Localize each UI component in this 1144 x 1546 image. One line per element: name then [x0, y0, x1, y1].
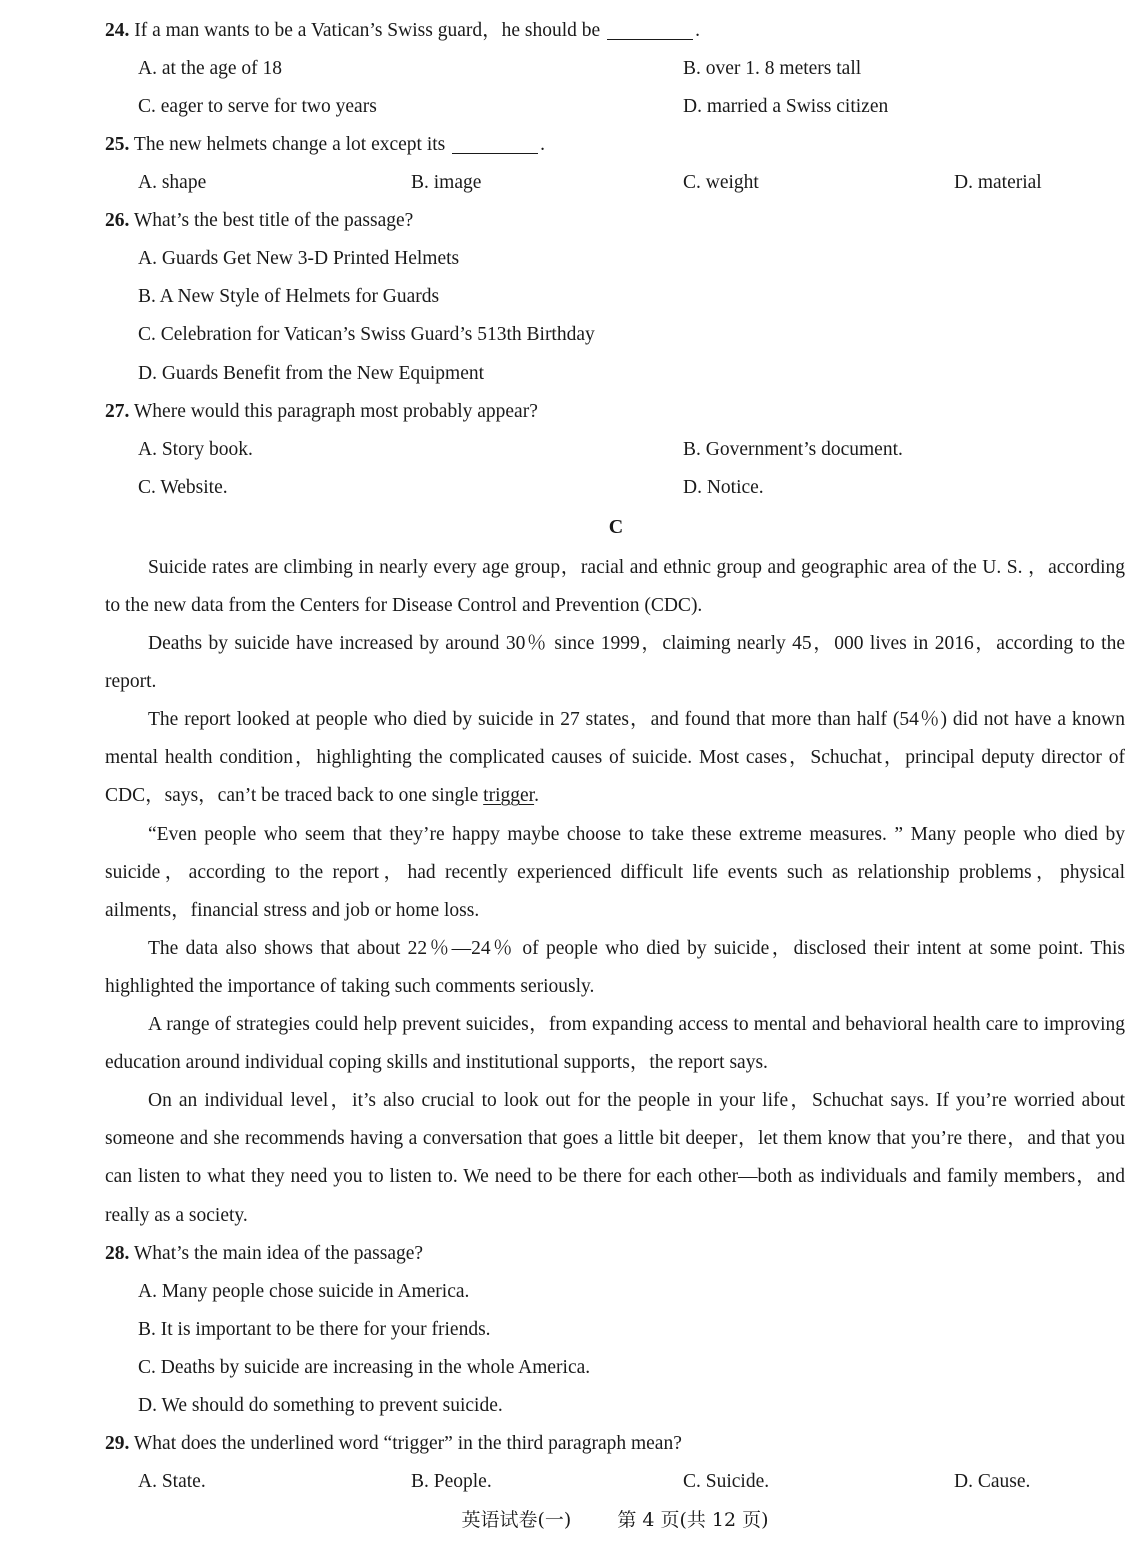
question-number: 26.	[105, 210, 130, 231]
question-stem: What’s the main idea of the passage?	[133, 1243, 424, 1264]
passage-paragraph-2: Deaths by suicide have increased by around 30％ since 1999，claiming nearly 45，000 lives in 2016，according to the report.	[105, 633, 1125, 693]
passage-paragraph-7: On an individual level，it’s also crucial to look out for the people in your life，Schuchat says. If you’re worried about someone and she recommends having a conversation that goes a little bit deeper，let them know that you’re there，and that you can listen to what they need you to listen to. We need to be there for each other—both as individuals and family members，and really as a society.	[105, 1090, 1125, 1226]
option-b: B. over 1. 8 meters tall	[683, 58, 862, 79]
option-b: B. A New Style of Helmets for Guards	[138, 286, 440, 307]
option-d: D. We should do something to prevent suicide.	[138, 1395, 503, 1416]
option-d: D. material	[954, 172, 1042, 193]
option-d: D. married a Swiss citizen	[683, 96, 889, 117]
option-c: C. Website.	[138, 477, 228, 498]
passage-paragraph-3: The report looked at people who died by suicide in 27 states，and found that more than half (54％) did not have a known mental health condition，highlighting the complicated causes of suicide. Most cases，Schuchat，principal deputy director of CDC，says，can’t be traced back to one single trigger.	[105, 709, 1125, 807]
section-heading: C	[608, 516, 624, 538]
option-b: B. image	[411, 172, 482, 193]
option-c: C. Suicide.	[683, 1471, 770, 1492]
passage-paragraph-4: “Even people who seem that they’re happy maybe choose to take these extreme measures. ” Many people who died by suicide，according to the report，had recently experienced difficult life events such as relationship problems，physical ailments，financial stress and job or home loss.	[105, 824, 1125, 922]
question-27	[105, 400, 538, 424]
question-stem: If a man wants to be a Vatican’s Swiss guard，he should be	[134, 20, 601, 41]
question-26	[105, 209, 413, 233]
passage-paragraph-6: A range of strategies could help prevent suicides，from expanding access to mental and behavioral health care to improving education around individual coping skills and institutional supports，the report says.	[105, 1014, 1125, 1074]
question-number: 28.	[105, 1243, 130, 1264]
passage-paragraph-1: Suicide rates are climbing in nearly every age group，racial and ethnic group and geographic area of the U. S. ，according to the new data from the Centers for Disease Control and Prevention (CDC).	[105, 557, 1125, 617]
answer-blank	[607, 21, 693, 40]
passage-paragraph-5: The data also shows that about 22％—24％ of people who died by suicide，disclosed their intent at some point. This highlighted the importance of taking such comments seriously.	[105, 938, 1125, 998]
page-number: 第 4 页(共 12 页)	[617, 1509, 769, 1531]
option-d: D. Notice.	[683, 477, 764, 498]
question-24: 24. If a man wants to be a Vatican’s Swiss guard，he should be .	[105, 20, 700, 41]
option-a: A. Story book.	[138, 439, 253, 460]
option-c: C. Celebration for Vatican’s Swiss Guard’s 513th Birthday	[138, 324, 595, 345]
question-stem: Where would this paragraph most probably appear?	[133, 401, 538, 422]
option-d: D. Cause.	[954, 1471, 1031, 1492]
option-c: C. eager to serve for two years	[138, 96, 377, 117]
question-number: 24.	[105, 20, 130, 41]
underlined-word: trigger	[483, 785, 535, 807]
option-c: C. Deaths by suicide are increasing in the whole America.	[138, 1357, 591, 1378]
question-number: 29.	[105, 1433, 130, 1454]
question-number: 25.	[105, 134, 130, 155]
option-c: C. weight	[683, 172, 759, 193]
option-d: D. Guards Benefit from the New Equipment	[138, 363, 485, 384]
question-stem: The new helmets change a lot except its	[133, 134, 446, 155]
question-28	[105, 1242, 423, 1266]
exam-title: 英语试卷(一)	[461, 1509, 572, 1531]
question-25: 25. The new helmets change a lot except its .	[105, 134, 545, 155]
option-a: A. State.	[138, 1471, 206, 1492]
question-stem: What does the underlined word “trigger” in the third paragraph mean?	[133, 1433, 682, 1454]
option-a: A. shape	[138, 172, 207, 193]
option-a: A. Many people chose suicide in America.	[138, 1281, 470, 1302]
option-b: B. It is important to be there for your friends.	[138, 1319, 491, 1340]
page-footer	[0, 1505, 1144, 1532]
question-stem: What’s the best title of the passage?	[133, 210, 414, 231]
option-a: A. at the age of 18	[138, 58, 283, 79]
question-number: 27.	[105, 401, 130, 422]
option-a: A. Guards Get New 3-D Printed Helmets	[138, 248, 460, 269]
option-b: B. People.	[411, 1471, 492, 1492]
question-29	[105, 1432, 682, 1456]
answer-blank	[452, 135, 538, 154]
option-b: B. Government’s document.	[683, 439, 903, 460]
